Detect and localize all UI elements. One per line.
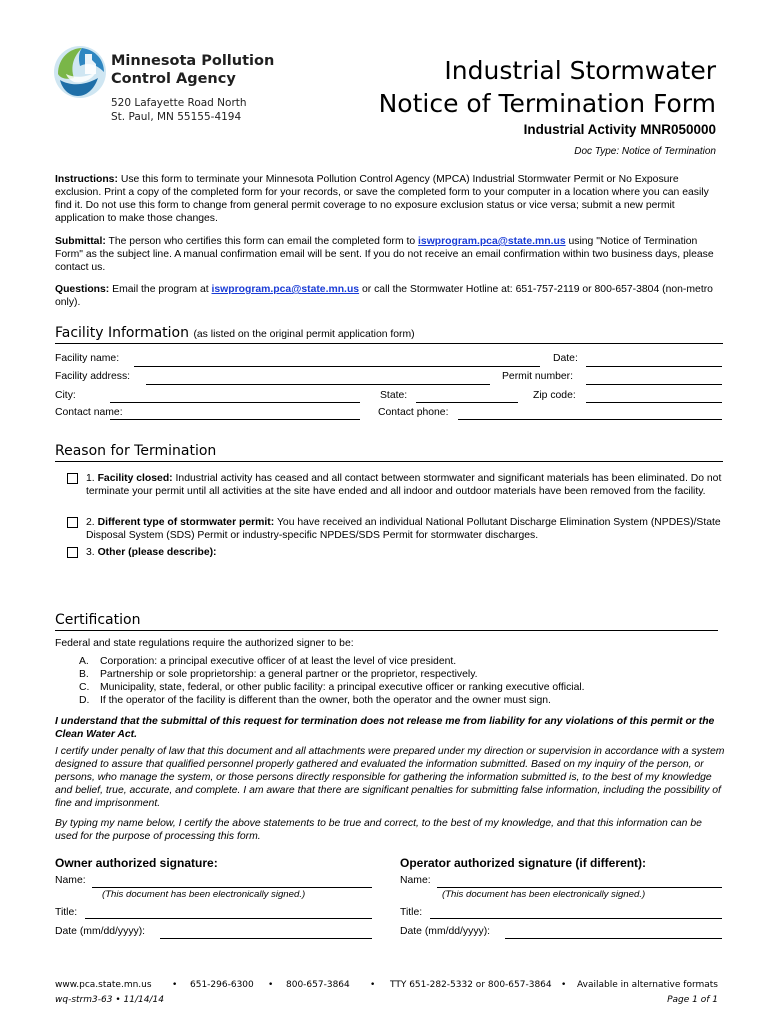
reason-2-text: You have received an individual National Pollutant Discharge Elimination System (NPDES)/State Disposal System (SDS) Permit or industry-specific NPDES/SDS Permit for stormwater discharges. bbox=[86, 517, 721, 541]
address-line2: St. Paul, MN 55155-4194 bbox=[111, 111, 242, 123]
reason-3-number: 3. bbox=[86, 547, 95, 558]
footer-website: www.pca.state.mn.us bbox=[55, 980, 152, 990]
reason-1-title: Facility closed: bbox=[97, 473, 173, 484]
submittal-label: Submittal: bbox=[55, 236, 106, 247]
contact-phone-field[interactable] bbox=[458, 419, 722, 420]
reason-1-checkbox[interactable] bbox=[67, 473, 78, 484]
footer-bullet: • bbox=[370, 980, 376, 990]
reason-1-number: 1. bbox=[86, 473, 95, 484]
org-name-line2: Control Agency bbox=[111, 71, 236, 87]
questions-label: Questions: bbox=[55, 284, 110, 295]
owner-name-label: Name: bbox=[55, 875, 86, 886]
operator-date-field[interactable] bbox=[505, 938, 722, 939]
operator-title-label: Title: bbox=[400, 907, 423, 918]
instructions-text: Use this form to terminate your Minnesota Pollution Control Agency (MPCA) Industrial Stormwater Permit or No Exposure exclusion. Print a copy of the completed form for your records, or save the completed form to your computer in a location where you can easily find it. Do not use this form to change from general permit coverage to no exposure exclusion status or vice versa; submit a new permit application to make those changes. bbox=[55, 174, 709, 224]
signer-list-b-letter: B. bbox=[79, 669, 89, 680]
typing-statement: By typing my name below, I certify the above statements to be true and correct, to the best of my knowledge, and that this information can be used for the purpose of processing this form. bbox=[55, 818, 702, 842]
reason-2-item bbox=[86, 516, 723, 542]
city-label: City: bbox=[55, 390, 76, 401]
footer-form-date: 11/14/14 bbox=[123, 995, 164, 1005]
facility-name-field[interactable] bbox=[134, 366, 540, 367]
contact-name-field[interactable] bbox=[110, 419, 360, 420]
footer-bullet: • bbox=[115, 995, 121, 1005]
org-name bbox=[111, 52, 274, 88]
footer-bullet: • bbox=[172, 980, 178, 990]
footer-form-id-line bbox=[55, 995, 164, 1005]
footer-tty: TTY 651-282-5332 or 800-657-3864 bbox=[390, 980, 552, 990]
operator-date-label: Date (mm/dd/yyyy): bbox=[400, 926, 491, 937]
certification-section-heading bbox=[55, 612, 718, 631]
facility-subheading: (as listed on the original permit application form) bbox=[193, 329, 415, 340]
signer-list-a-letter: A. bbox=[79, 656, 89, 667]
operator-name-label: Name: bbox=[400, 875, 431, 886]
zip-code-field[interactable] bbox=[586, 402, 722, 403]
facility-heading-text: Facility Information bbox=[55, 325, 189, 341]
contact-name-label: Contact name: bbox=[55, 407, 123, 418]
owner-signature-heading: Owner authorized signature: bbox=[55, 856, 218, 870]
signer-list-c-text: Municipality, state, federal, or other public facility: a principal executive officer or ranking executive official. bbox=[100, 682, 585, 693]
submittal-text-before: The person who certifies this form can email the completed form to bbox=[108, 236, 416, 247]
reason-3-title: Other (please describe): bbox=[97, 547, 217, 558]
certify-statement: I certify under penalty of law that this document and all attachments were prepared under my direction or supervision in accordance with a system designed to assure that qualified personnel properly gathered and evaluated the information submitted. Based on my inquiry of the person, or persons, who manage the system, or those persons directly responsible for gathering the information submitted is, to the best of my knowledge and belief, true, accurate, and complete. I am aware that there are significant penalties for submitting false information, including the possibility of fine and imprisonment. bbox=[55, 746, 725, 809]
footer-form-id: wq-strm3-63 bbox=[55, 995, 113, 1005]
reason-1-item bbox=[86, 472, 723, 498]
org-address bbox=[111, 96, 247, 124]
state-field[interactable] bbox=[416, 402, 518, 403]
owner-name-field[interactable] bbox=[92, 887, 372, 888]
facility-section-heading bbox=[55, 325, 723, 344]
contact-phone-label: Contact phone: bbox=[378, 407, 449, 418]
zip-code-label: Zip code: bbox=[533, 390, 576, 401]
signer-list-a-text: Corporation: a principal executive officer of at least the level of vice president. bbox=[100, 656, 457, 667]
signer-list-b-text: Partnership or sole proprietorship: a general partner or the proprietor, respectively. bbox=[100, 669, 478, 680]
submittal-email-link[interactable]: iswprogram.pca@state.mn.us bbox=[418, 236, 566, 247]
submittal-paragraph bbox=[55, 235, 723, 274]
questions-text-before: Email the program at bbox=[112, 284, 209, 295]
operator-name-field[interactable] bbox=[437, 887, 722, 888]
state-label: State: bbox=[380, 390, 408, 401]
form-title bbox=[379, 54, 716, 120]
submittal-text-after: using "Notice of Termination Form" as the subject line. A manual confirmation email will be sent. If you do not receive an email confirmation within two business days, please contact us. bbox=[55, 236, 714, 273]
owner-title-label: Title: bbox=[55, 907, 78, 918]
reason-1-text: Industrial activity has ceased and all contact between stormwater and significant materials has been eliminated. Do not terminate your permit until all activities at the site have ended and all indoor and outdoor materials have been removed from the facility. bbox=[86, 473, 722, 497]
reason-2-number: 2. bbox=[86, 517, 95, 528]
instructions-label: Instructions: bbox=[55, 174, 118, 185]
city-field[interactable] bbox=[110, 402, 360, 403]
questions-email-link[interactable]: iswprogram.pca@state.mn.us bbox=[211, 284, 360, 295]
certification-heading-text: Certification bbox=[55, 612, 141, 628]
address-line1: 520 Lafayette Road North bbox=[111, 97, 247, 109]
operator-signed-note: (This document has been electronically signed.) bbox=[442, 889, 646, 900]
mpca-logo-icon bbox=[52, 44, 108, 100]
owner-signed-note: (This document has been electronically signed.) bbox=[102, 889, 306, 900]
reason-3-description-field[interactable] bbox=[86, 562, 723, 604]
doc-type: Doc Type: Notice of Termination bbox=[574, 146, 716, 157]
signer-list-d-letter: D. bbox=[79, 695, 90, 706]
operator-title-field[interactable] bbox=[430, 918, 722, 919]
reason-2-title: Different type of stormwater permit: bbox=[97, 517, 275, 528]
reason-2-checkbox[interactable] bbox=[67, 517, 78, 528]
owner-date-field[interactable] bbox=[160, 938, 372, 939]
instructions-paragraph bbox=[55, 173, 723, 225]
owner-date-label: Date (mm/dd/yyyy): bbox=[55, 926, 146, 937]
questions-paragraph bbox=[55, 283, 723, 309]
footer-bullet: • bbox=[268, 980, 274, 990]
footer-phone2: 800-657-3864 bbox=[286, 980, 350, 990]
questions-text-after: or call the Stormwater Hotline at: 651-757-2119 or 800-657-3804 (non-metro only). bbox=[55, 284, 713, 308]
reason-3-checkbox[interactable] bbox=[67, 547, 78, 558]
operator-signature-heading: Operator authorized signature (if different): bbox=[400, 856, 647, 870]
reason-heading-text: Reason for Termination bbox=[55, 443, 217, 459]
signer-list-c-letter: C. bbox=[79, 682, 90, 693]
owner-title-field[interactable] bbox=[85, 918, 372, 919]
footer-bullet: • bbox=[561, 980, 567, 990]
org-name-line1: Minnesota Pollution bbox=[111, 53, 275, 69]
form-title-line2: Notice of Termination Form bbox=[378, 89, 716, 118]
form-title-line1: Industrial Stormwater bbox=[444, 56, 716, 85]
footer-page-number: Page 1 of 1 bbox=[667, 995, 718, 1005]
reason-section-heading bbox=[55, 443, 723, 462]
signer-list-d-text: If the operator of the facility is different than the owner, both the operator and the owner must sign. bbox=[100, 695, 551, 706]
liability-statement: I understand that the submittal of this request for termination does not release me from liability for any violations of this permit or the Clean Water Act. bbox=[55, 716, 715, 740]
permit-number-label: Permit number: bbox=[502, 371, 574, 382]
facility-address-field[interactable] bbox=[146, 384, 490, 385]
permit-number-field[interactable] bbox=[586, 384, 722, 385]
reason-3-item bbox=[86, 546, 723, 559]
date-field[interactable] bbox=[586, 366, 722, 367]
facility-address-label: Facility address: bbox=[55, 371, 131, 382]
date-label: Date: bbox=[553, 353, 578, 364]
footer-formats: Available in alternative formats bbox=[577, 980, 718, 990]
form-subtitle: Industrial Activity MNR050000 bbox=[523, 122, 716, 137]
footer-phone1: 651-296-6300 bbox=[190, 980, 254, 990]
certification-intro: Federal and state regulations require the authorized signer to be: bbox=[55, 638, 354, 649]
facility-name-label: Facility name: bbox=[55, 353, 120, 364]
